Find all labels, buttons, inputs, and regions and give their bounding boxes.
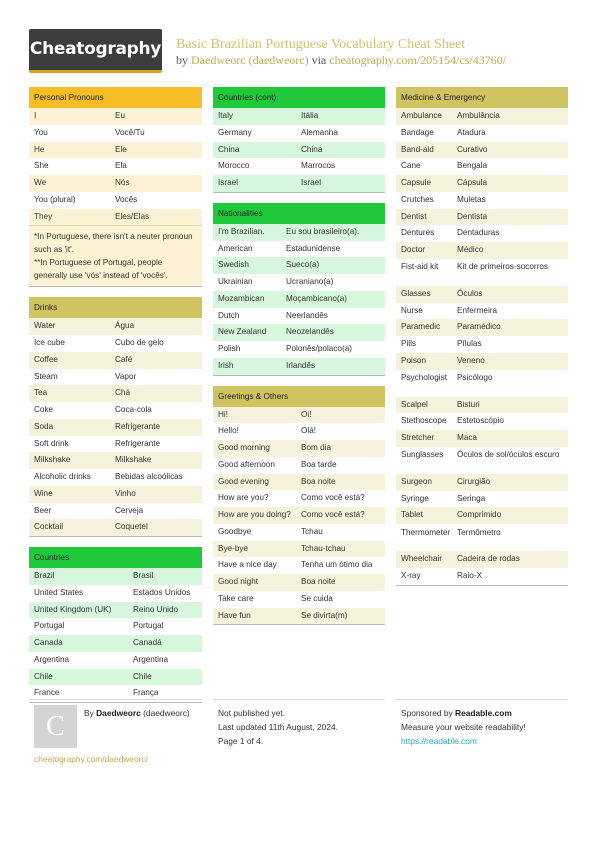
- footer-rule-2: [213, 699, 385, 700]
- table-row: [396, 507, 568, 524]
- section-nationalities: [213, 203, 385, 376]
- term-portuguese: Cirurgião: [457, 476, 491, 486]
- term-english: Psychologist: [401, 373, 447, 382]
- term-english: Pills: [401, 339, 417, 348]
- term-english: You (plural): [34, 194, 76, 204]
- term-portuguese: Seringa: [457, 493, 486, 503]
- footer-last-updated: Last updated 11th August, 2024.: [218, 722, 338, 732]
- term-portuguese: Raio-X: [457, 570, 483, 580]
- section-countries: [29, 547, 202, 703]
- table-row: [213, 324, 385, 341]
- table-row: [29, 436, 202, 453]
- term-portuguese: Ucraniano(a): [286, 277, 334, 286]
- term-portuguese: Neozelandês: [286, 327, 334, 337]
- table-row: [29, 585, 202, 602]
- term-english: Good morning: [218, 443, 270, 452]
- greeting-rows: [213, 407, 385, 626]
- term-portuguese: Milkshake: [115, 455, 152, 465]
- term-english: Hi!: [218, 409, 229, 419]
- term-english: Doctor: [401, 245, 426, 254]
- table-row: [396, 370, 568, 397]
- term-portuguese: Boa tarde: [301, 459, 337, 469]
- table-row: [29, 635, 202, 652]
- table-row: [396, 242, 568, 259]
- term-portuguese: Argentina: [133, 654, 169, 664]
- table-row: [29, 335, 202, 352]
- footer-author-handle: (daedweorc): [143, 708, 190, 718]
- term-portuguese: Polonês/polaco(a): [286, 344, 352, 353]
- term-portuguese: Bebidas alcoólicas: [115, 472, 183, 481]
- term-portuguese: Se cuida: [301, 593, 333, 603]
- term-portuguese: Como você está?: [301, 493, 365, 503]
- byline-by: by: [176, 53, 188, 67]
- term-english: France: [34, 688, 60, 698]
- footer-sponsor: [401, 708, 512, 718]
- term-english: American: [218, 243, 253, 253]
- term-english: Mozambican: [218, 293, 265, 303]
- term-english: Wheelchair: [401, 554, 442, 563]
- term-english: She: [34, 161, 49, 171]
- term-english: Brazil: [34, 571, 55, 580]
- table-row: [213, 557, 385, 574]
- table-row: [29, 652, 202, 669]
- term-english: Swedish: [218, 260, 249, 270]
- pronoun-notes: [29, 225, 202, 287]
- section-countries-cont: [213, 87, 385, 193]
- table-row: [213, 440, 385, 457]
- term-portuguese: Eu: [115, 111, 126, 120]
- term-portuguese: França: [133, 688, 159, 698]
- term-portuguese: Atadura: [457, 127, 486, 137]
- term-portuguese: Se divirta(m): [301, 610, 348, 620]
- logo-text: Cheatography: [29, 39, 162, 59]
- term-portuguese: Veneno: [457, 355, 485, 365]
- term-english: Israel: [218, 178, 239, 187]
- term-english: Hello!: [218, 426, 239, 436]
- avatar-letter: C: [46, 711, 65, 742]
- term-english: Paramedic: [401, 322, 441, 332]
- footer-sponsor-tagline: Measure your website readability!: [401, 722, 526, 732]
- footer-author-name[interactable]: Daedweorc: [96, 708, 141, 718]
- footer-rule-1: [29, 699, 202, 700]
- term-portuguese: Bengala: [457, 161, 488, 171]
- term-portuguese: Ele: [115, 144, 127, 154]
- term-portuguese: Eu sou brasileiro(a).: [286, 226, 360, 236]
- term-portuguese: Ela: [115, 161, 127, 171]
- term-portuguese: Enfermeira: [457, 305, 498, 315]
- table-row: [213, 608, 385, 625]
- term-portuguese: Portugal: [133, 621, 164, 631]
- term-english: China: [218, 144, 240, 154]
- term-english: Coffee: [34, 354, 58, 364]
- table-row: [29, 385, 202, 402]
- term-english: Portugal: [34, 621, 65, 631]
- term-portuguese: Neerlandês: [286, 310, 328, 320]
- term-portuguese: Cadeira de rodas: [457, 554, 520, 563]
- term-english: Band-aid: [401, 144, 434, 154]
- table-row: [29, 192, 202, 209]
- table-row: [396, 474, 568, 491]
- table-row: [29, 568, 202, 585]
- table-row: [396, 286, 568, 303]
- table-row: [396, 125, 568, 142]
- term-portuguese: Tenha um ótimo dia: [301, 560, 373, 570]
- term-english: You: [34, 127, 48, 137]
- term-english: United States: [34, 587, 84, 597]
- term-english: Ambulance: [401, 111, 442, 120]
- country-rows: [29, 568, 202, 703]
- table-row: [29, 352, 202, 369]
- table-row: [396, 413, 568, 430]
- table-row: [29, 402, 202, 419]
- term-english: Dentist: [401, 211, 427, 221]
- table-row: [213, 407, 385, 424]
- term-english: Soda: [34, 421, 54, 431]
- footer-sponsored-by: Sponsored by: [401, 708, 453, 718]
- term-portuguese: Refrigerante: [115, 421, 161, 431]
- cheatography-logo[interactable]: [29, 29, 162, 73]
- table-row: [396, 336, 568, 353]
- sheet-url-link[interactable]: cheatography.com/205154/cs/43760/: [329, 53, 507, 67]
- term-english: Fist-aid kit: [401, 262, 439, 272]
- table-row: [396, 303, 568, 320]
- term-english: Soft drink: [34, 438, 69, 448]
- table-row: [213, 474, 385, 491]
- table-row: [396, 158, 568, 175]
- term-english: We: [34, 178, 47, 187]
- term-portuguese: Boa noite: [301, 577, 336, 586]
- term-portuguese: Estadunidense: [286, 243, 341, 253]
- table-row: [213, 308, 385, 325]
- table-row: [29, 369, 202, 386]
- term-portuguese: Estetoscópio: [457, 416, 504, 426]
- table-row: [396, 524, 568, 551]
- table-row: [396, 397, 568, 414]
- table-row: [29, 419, 202, 436]
- term-english: Alcoholic drinks: [34, 472, 91, 481]
- term-english: Water: [34, 321, 56, 331]
- table-row: [29, 108, 202, 125]
- medicine-rows: [396, 108, 568, 586]
- table-row: [29, 602, 202, 619]
- table-row: [213, 175, 385, 192]
- term-english: Dentures: [401, 228, 435, 238]
- term-portuguese: Maca: [457, 433, 478, 442]
- term-english: Capsule: [401, 178, 432, 187]
- table-row: [213, 257, 385, 274]
- table-row: [396, 175, 568, 192]
- term-english: Irish: [218, 360, 234, 370]
- term-english: Ukrainian: [218, 277, 253, 286]
- term-portuguese: Pílulas: [457, 339, 482, 348]
- table-row: [396, 319, 568, 336]
- term-english: Morocco: [218, 161, 250, 171]
- term-english: Polish: [218, 344, 241, 353]
- term-english: Cocktail: [34, 522, 64, 532]
- author-link[interactable]: Daedweorc (daedweorc): [191, 53, 309, 67]
- section-header: Medicine & Emergency: [396, 87, 568, 108]
- term-portuguese: Oi!: [301, 409, 312, 419]
- term-english: They: [34, 211, 53, 221]
- term-portuguese: Vinho: [115, 488, 136, 498]
- term-portuguese: Ambulância: [457, 111, 500, 120]
- term-english: Nurse: [401, 305, 423, 315]
- term-english: Good evening: [218, 476, 269, 486]
- term-portuguese: Sueco(a): [286, 260, 320, 270]
- table-row: [396, 259, 568, 286]
- note-vos: **In Portuguese of Portugal, people generally use 'vós' instead of 'vocês'.: [34, 258, 168, 281]
- section-header: Countries: [29, 547, 202, 568]
- table-row: [213, 490, 385, 507]
- table-row: [396, 353, 568, 370]
- table-row: [213, 241, 385, 258]
- section-drinks: [29, 297, 202, 537]
- term-english: Bandage: [401, 127, 434, 137]
- table-row: [29, 125, 202, 142]
- term-portuguese: Chile: [133, 671, 152, 681]
- table-row: [29, 452, 202, 469]
- term-english: Wine: [34, 488, 53, 498]
- column-1: [29, 87, 202, 711]
- footer-not-published: Not published yet.: [218, 708, 286, 718]
- table-row: [396, 108, 568, 125]
- table-row: [213, 591, 385, 608]
- section-personal-pronouns: [29, 87, 202, 287]
- term-english: Poison: [401, 355, 427, 365]
- note-neuter: *In Portuguese, there isn't a neuter pronoun such as 'it'.: [34, 232, 193, 255]
- term-english: Have fun: [218, 610, 251, 620]
- table-row: [213, 541, 385, 558]
- term-portuguese: Óculos: [457, 288, 483, 298]
- column-3: [396, 87, 568, 594]
- term-portuguese: Eles/Elas: [115, 211, 150, 221]
- term-portuguese: Coquetel: [115, 522, 148, 532]
- table-row: [396, 430, 568, 447]
- column-2: [213, 87, 385, 633]
- term-portuguese: Estados Unidos: [133, 587, 191, 597]
- table-row: [29, 142, 202, 159]
- table-row: [213, 108, 385, 125]
- table-row: [29, 519, 202, 536]
- term-portuguese: Boa noite: [301, 476, 336, 486]
- term-english: United Kingdom (UK): [34, 604, 112, 614]
- term-english: Coke: [34, 405, 54, 414]
- term-english: Milkshake: [34, 455, 71, 465]
- table-row: [213, 358, 385, 375]
- term-english: Scalpel: [401, 399, 428, 409]
- term-portuguese: Coca-cola: [115, 405, 152, 414]
- term-portuguese: China: [301, 144, 323, 154]
- term-portuguese: Irlandês: [286, 360, 316, 370]
- footer-author: [84, 708, 190, 718]
- table-row: [29, 618, 202, 635]
- table-row: [29, 486, 202, 503]
- table-row: [29, 209, 202, 226]
- table-row: [213, 524, 385, 541]
- term-portuguese: Olá!: [301, 426, 317, 436]
- term-portuguese: Médico: [457, 245, 484, 254]
- section-greetings: [213, 386, 385, 626]
- term-portuguese: Cápsula: [457, 178, 488, 187]
- term-portuguese: Nós: [115, 178, 130, 187]
- term-portuguese: Tchau-tchau: [301, 543, 346, 553]
- table-row: [213, 423, 385, 440]
- term-portuguese: Café: [115, 354, 133, 364]
- table-row: [213, 507, 385, 524]
- table-row: [213, 291, 385, 308]
- section-header: Greetings & Others: [213, 386, 385, 407]
- table-row: [396, 142, 568, 159]
- footer-rule-3: [396, 699, 568, 700]
- term-english: Steam: [34, 371, 58, 381]
- footer-sponsor-name[interactable]: Readable.com: [455, 708, 512, 718]
- term-english: Canada: [34, 638, 63, 647]
- pronoun-rows: [29, 108, 202, 225]
- term-portuguese: Paramédico: [457, 322, 501, 332]
- term-english: Goodbye: [218, 526, 252, 536]
- footer-by: By: [84, 708, 94, 718]
- term-english: New Zealand: [218, 327, 267, 337]
- term-portuguese: Alemanha: [301, 127, 338, 137]
- section-header: Personal Pronouns: [29, 87, 202, 108]
- term-portuguese: Reino Unido: [133, 604, 179, 614]
- term-english: Surgeon: [401, 476, 432, 486]
- footer-sponsor-url[interactable]: https://readable.com: [401, 736, 477, 746]
- term-english: Germany: [218, 127, 252, 137]
- term-portuguese: Comprimido: [457, 510, 502, 520]
- table-row: [213, 125, 385, 142]
- footer-author-url[interactable]: cheatography.com/daedweorc/: [34, 754, 148, 764]
- section-medicine-emergency: [396, 87, 568, 586]
- term-portuguese: Cubo de gelo: [115, 338, 164, 347]
- term-english: He: [34, 144, 45, 154]
- table-row: [213, 142, 385, 159]
- table-row: [213, 158, 385, 175]
- term-english: Sunglasses: [401, 450, 444, 460]
- term-english: Good night: [218, 577, 259, 586]
- table-row: [29, 175, 202, 192]
- term-english: Cane: [401, 161, 421, 171]
- term-english: Stretcher: [401, 433, 435, 442]
- footer-page-number: Page 1 of 4.: [218, 736, 264, 746]
- term-english: How are you?: [218, 493, 269, 503]
- term-english: I'm Brazilian.: [218, 226, 265, 236]
- term-portuguese: Termômetro: [457, 527, 501, 537]
- term-portuguese: Água: [115, 321, 135, 331]
- term-portuguese: Dentaduras: [457, 228, 500, 238]
- term-english: Beer: [34, 505, 52, 515]
- section-header: Countries (cont): [213, 87, 385, 108]
- term-portuguese: Psicólogo: [457, 373, 493, 382]
- term-portuguese: Marrocos: [301, 161, 336, 171]
- term-portuguese: Bom dia: [301, 443, 332, 452]
- table-row: [29, 669, 202, 686]
- term-english: Have a nice day: [218, 560, 277, 570]
- term-portuguese: Como você está?: [301, 510, 365, 519]
- term-english: Dutch: [218, 310, 240, 320]
- term-portuguese: Itália: [301, 111, 319, 120]
- country-cont-rows: [213, 108, 385, 193]
- table-row: [213, 457, 385, 474]
- term-english: Take care: [218, 593, 254, 603]
- table-row: [29, 318, 202, 335]
- term-portuguese: Muletas: [457, 194, 486, 204]
- term-english: Stethoscope: [401, 416, 447, 426]
- term-english: Glasses: [401, 288, 431, 298]
- term-english: Tea: [34, 388, 48, 398]
- table-row: [29, 469, 202, 486]
- term-portuguese: Bisturi: [457, 399, 480, 409]
- term-english: Bye-bye: [218, 543, 249, 553]
- table-row: [213, 341, 385, 358]
- table-row: [213, 574, 385, 591]
- term-english: Italy: [218, 111, 234, 120]
- author-avatar[interactable]: [34, 705, 77, 748]
- term-portuguese: Moçambicano(a): [286, 293, 347, 303]
- term-english: Argentina: [34, 654, 70, 664]
- term-portuguese: Brasil: [133, 571, 154, 580]
- term-portuguese: Vocês: [115, 194, 138, 204]
- table-row: [213, 274, 385, 291]
- term-english: Syringe: [401, 493, 429, 503]
- term-english: Tablet: [401, 510, 423, 520]
- term-portuguese: Você/Tu: [115, 127, 145, 137]
- table-row: [396, 192, 568, 209]
- nationality-rows: [213, 224, 385, 376]
- term-portuguese: Tchau: [301, 526, 323, 536]
- byline: [176, 53, 506, 68]
- term-portuguese: Israel: [301, 178, 322, 187]
- term-portuguese: Óculos de sol/óculos escuro: [457, 450, 560, 460]
- term-portuguese: Chá: [115, 388, 131, 398]
- term-portuguese: Canadá: [133, 638, 162, 647]
- term-english: X-ray: [401, 570, 421, 580]
- table-row: [396, 225, 568, 242]
- drink-rows: [29, 318, 202, 537]
- section-header: Drinks: [29, 297, 202, 318]
- term-portuguese: Kit de primeiros-socorros: [457, 262, 548, 272]
- table-row: [396, 447, 568, 474]
- term-english: Good afternoon: [218, 459, 275, 469]
- term-english: Ice cube: [34, 338, 65, 347]
- table-row: [396, 491, 568, 508]
- table-row: [396, 551, 568, 568]
- term-portuguese: Dentista: [457, 211, 488, 221]
- term-portuguese: Vapor: [115, 371, 137, 381]
- table-row: [396, 568, 568, 585]
- table-row: [29, 503, 202, 520]
- table-row: [396, 209, 568, 226]
- byline-via: via: [311, 53, 327, 67]
- table-row: [213, 224, 385, 241]
- term-english: How are you doing?: [218, 510, 291, 519]
- term-english: Thermometer: [401, 527, 451, 537]
- sheet-title: Basic Brazilian Portuguese Vocabulary Cheat Sheet: [176, 37, 466, 52]
- term-portuguese: Refrigerante: [115, 438, 161, 448]
- term-portuguese: Curativo: [457, 144, 488, 154]
- section-header: Nationalities: [213, 203, 385, 224]
- term-english: Chile: [34, 671, 53, 681]
- term-english: I: [34, 111, 37, 120]
- table-row: [29, 158, 202, 175]
- term-english: Crutches: [401, 194, 434, 204]
- term-portuguese: Cerveja: [115, 505, 144, 515]
